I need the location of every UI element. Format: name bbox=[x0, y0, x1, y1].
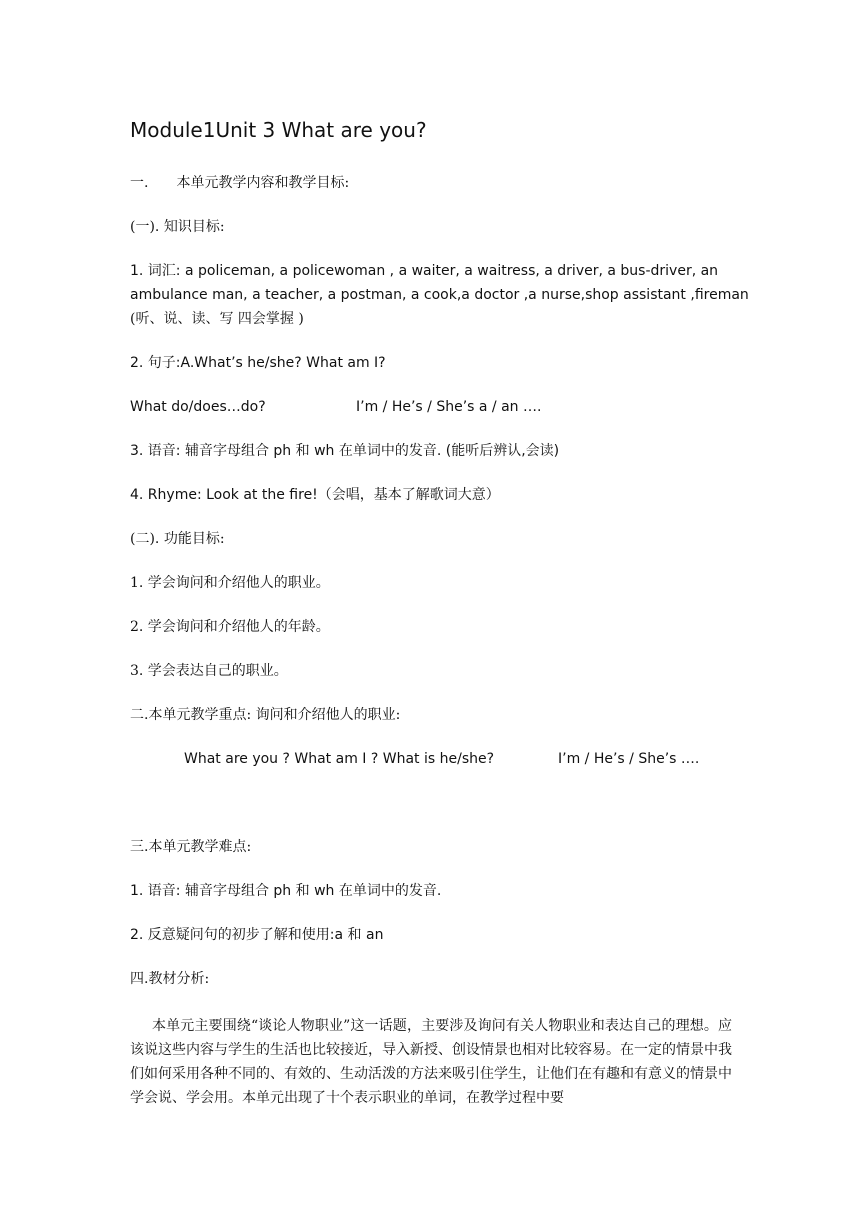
phonics-line: 3. 语音: 辅音字母组合 ph 和 wh 在单词中的发音. (能听后辨认,会读) bbox=[130, 443, 560, 459]
analysis-heading: 四.教材分析: bbox=[130, 971, 210, 987]
analysis-paragraph: 本单元主要围绕“谈论人物职业”这一话题，主要涉及询问有关人物职业和表达自己的理想。应该说这些内容与学生的生活也比较接近，导入新授、创设情景也相对比较容易。在一定的情景中我们如何采用各种不同的、有效的、生动活泼的方法来吸引住学生，让他们在有趣和有意义的情景中学会说、学会用。本单元出现了十个表示职业的单词，在教学过程中要 bbox=[130, 1018, 732, 1106]
page-title: Module1Unit 3 What are you? bbox=[130, 118, 427, 142]
sentence-line-2b: I’m / He’s / She’s a / an …. bbox=[356, 399, 542, 415]
sentence-line-2a: What do/does…do? bbox=[130, 399, 266, 415]
rhyme-line: 4. Rhyme: Look at the fire!（会唱，基本了解歌词大意） bbox=[130, 487, 500, 503]
vocab-line-2: ambulance man, a teacher, a postman, a cook,a doctor ,a nurse,shop assistant ,fireman bbox=[130, 287, 749, 303]
difficulty-item-2: 2. 反意疑问句的初步了解和使用:a 和 an bbox=[130, 927, 384, 943]
difficulty-heading: 三.本单元教学难点: bbox=[130, 839, 252, 855]
function-item-1: 1. 学会询问和介绍他人的职业。 bbox=[130, 575, 330, 591]
focus-heading: 二.本单元教学重点: 询问和介绍他人的职业: bbox=[130, 707, 401, 723]
function-item-3: 3. 学会表达自己的职业。 bbox=[130, 663, 288, 679]
section-heading-1 bbox=[130, 172, 349, 194]
difficulty-item-1: 1. 语音: 辅音字母组合 ph 和 wh 在单词中的发音. bbox=[130, 883, 442, 899]
function-item-2: 2. 学会询问和介绍他人的年龄。 bbox=[130, 619, 330, 635]
focus-line-b: I’m / He’s / She’s …. bbox=[558, 751, 700, 767]
section-number: 一. bbox=[130, 175, 149, 191]
sentence-line-1: 2. 句子:A.What’s he/she? What am I? bbox=[130, 355, 386, 371]
function-heading: (二). 功能目标: bbox=[130, 531, 225, 547]
vocab-line-3: (听、说、读、写 四会掌握 ) bbox=[130, 311, 304, 327]
section-text: 本单元教学内容和教学目标: bbox=[176, 175, 350, 191]
focus-line-a: What are you ? What am I ? What is he/she? bbox=[184, 751, 495, 767]
vocab-line-1: 1. 词汇: a policeman, a policewoman , a waiter, a waitress, a driver, a bus-driver, an bbox=[130, 263, 719, 279]
knowledge-heading: (一). 知识目标: bbox=[130, 219, 225, 235]
